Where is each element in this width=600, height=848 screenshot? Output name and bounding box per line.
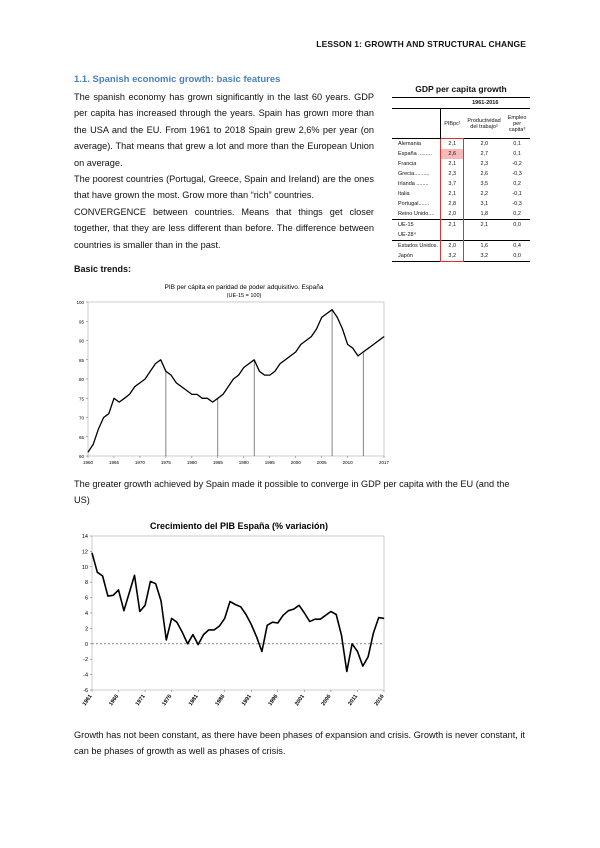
data-point (145, 605, 146, 606)
x-tick-label: 1961 (81, 693, 94, 708)
data-point (301, 344, 302, 345)
table-cell: 2,0 (441, 209, 464, 220)
chart2-caption: Growth has not been constant, as there have been phases of expansion and crisis. Growth is never constant, it can be phases of growth as well as phases of crisis. (74, 730, 525, 756)
table-cell: 3,7 (441, 179, 464, 189)
data-point (378, 340, 379, 341)
y-tick-label: 85 (78, 357, 84, 363)
y-tick-label: 95 (78, 319, 84, 325)
data-point (368, 348, 369, 349)
data-point (336, 614, 337, 615)
table-cell: 2,1 (441, 220, 464, 231)
table-cell: 2,1 (480, 222, 489, 228)
data-point (280, 363, 281, 364)
data-point (114, 398, 115, 399)
table-cell: 3,5 (480, 181, 489, 187)
x-tick-label: 1975 (160, 460, 171, 465)
x-tick-label: 1980 (186, 460, 197, 465)
y-tick-label: 80 (78, 377, 84, 382)
data-point (347, 344, 348, 345)
data-point (165, 371, 166, 372)
data-point (171, 618, 172, 619)
table-cell (504, 230, 530, 241)
data-point (246, 614, 247, 615)
data-point (331, 611, 332, 612)
x-tick-label: 1976 (161, 693, 174, 708)
data-point (102, 576, 103, 577)
data-point (155, 583, 156, 584)
data-point (233, 379, 234, 380)
data-point (285, 359, 286, 360)
x-tick-label: 2017 (378, 460, 390, 465)
data-point (186, 390, 187, 391)
table-title: GDP per capita growth (415, 84, 507, 94)
table-row (392, 189, 530, 199)
gdp-growth-chart (74, 518, 394, 716)
page-header: LESSON 1: GROWTH AND STRUCTURAL CHANGE (316, 39, 526, 49)
data-point (290, 356, 291, 357)
paragraph-1: The spanish economy has grown significantly in the last 60 years. GDP per capita has increased through the years. Spain has grown more than the USA and the EU. From 1961 to 2018 Spain grew 2,6% per year (on average). That means that grew a lot and more than the European Union on average. (74, 92, 374, 168)
data-point (275, 371, 276, 372)
data-point (219, 626, 220, 627)
table-country: Japón (398, 253, 413, 259)
chart1-title: PIB per cápita en paridad de poder adquisitivo. España (164, 284, 324, 291)
chart1-caption: The greater growth achieved by Spain made it possible to converge in GDP per capita with the EU (and the US) (74, 479, 510, 505)
data-point (155, 363, 156, 364)
data-point (352, 348, 353, 349)
data-point (119, 402, 120, 403)
table-cell: 2,6 (480, 171, 489, 177)
data-point (357, 651, 358, 652)
data-point (288, 610, 289, 611)
data-point (358, 356, 359, 357)
intro-paragraph (74, 89, 374, 253)
table-cell: 2,2 (480, 191, 489, 197)
data-point (198, 644, 199, 645)
data-point (181, 386, 182, 387)
table-country: Italia (398, 191, 410, 197)
x-tick-label: 1995 (264, 460, 275, 465)
x-tick-label: 1996 (267, 693, 280, 708)
table-cell: 0,1 (513, 151, 521, 157)
table-period: 1961-2016 (472, 100, 499, 106)
table-cell: -0,3 (512, 171, 522, 177)
data-point (93, 444, 94, 445)
data-point (182, 632, 183, 633)
table-cell: 0,2 (513, 211, 521, 217)
data-point (267, 625, 268, 626)
x-tick-label: 1981 (187, 693, 200, 708)
data-point (123, 610, 124, 611)
table-header: Empleo per capita³ (507, 114, 527, 133)
x-tick-label: 2005 (316, 460, 327, 465)
data-point (108, 413, 109, 414)
paragraph-2: The poorest countries (Portugal, Greece, Spain and Ireland) are the ones that have grown the most. Grow more than “rich” countries. (74, 174, 374, 201)
data-point (150, 371, 151, 372)
data-point (145, 379, 146, 380)
table-cell: 2,7 (480, 151, 489, 157)
data-point (134, 575, 135, 576)
data-point (295, 352, 296, 353)
table-cell: 1,8 (480, 211, 489, 217)
basic-trends-heading: Basic trends: (74, 264, 132, 274)
table-row (392, 251, 530, 262)
x-tick-label: 1960 (82, 460, 94, 465)
data-point (283, 615, 284, 616)
data-point (264, 375, 265, 376)
data-point (311, 336, 312, 337)
x-tick-label: 2006 (320, 693, 333, 708)
data-point (140, 382, 141, 383)
table-cell: -0,1 (512, 191, 522, 197)
data-point (315, 619, 316, 620)
data-point (306, 340, 307, 341)
table-cell (441, 230, 464, 241)
table-country: Irlanda ........ (398, 181, 429, 187)
y-tick-label: 60 (78, 454, 84, 459)
table-cell: 2,0 (441, 241, 464, 252)
table-cell: 2,1 (441, 159, 464, 169)
y-tick-label: 65 (78, 434, 84, 440)
table-row (392, 241, 530, 252)
data-point (113, 595, 114, 596)
chart1-subtitle: (UE-15 = 100) (226, 293, 262, 299)
data-point (98, 429, 99, 430)
data-point (224, 618, 225, 619)
data-point (293, 609, 294, 610)
table-cell: 3,2 (441, 251, 464, 262)
table-cell: 2,1 (441, 189, 464, 199)
data-point (118, 590, 119, 591)
section-title: 1.1. Spanish economic growth: basic features (74, 74, 281, 85)
data-point (352, 643, 353, 644)
data-point (139, 611, 140, 612)
series-line (92, 553, 384, 672)
data-point (261, 651, 262, 652)
data-point (191, 394, 192, 395)
data-point (203, 634, 204, 635)
data-point (251, 624, 252, 625)
table-row (392, 230, 530, 241)
data-point (202, 398, 203, 399)
data-point (161, 600, 162, 601)
table-row (392, 220, 530, 231)
data-point (316, 329, 317, 330)
data-point (299, 605, 300, 606)
x-tick-label: 1986 (214, 693, 227, 708)
data-point (373, 344, 374, 345)
y-tick-label: 8 (84, 580, 88, 587)
y-tick-label: 100 (76, 300, 84, 305)
table-country: Francia (398, 161, 417, 167)
data-point (320, 619, 321, 620)
x-tick-label: 2001 (294, 693, 307, 708)
data-point (256, 636, 257, 637)
table-cell: 0,1 (513, 141, 521, 147)
table-row (392, 179, 530, 189)
table-cell: 2,1 (441, 139, 464, 150)
x-tick-label: 2000 (290, 460, 301, 465)
x-tick-label: 1990 (238, 460, 249, 465)
table-cell: 2,3 (441, 169, 464, 179)
data-point (103, 417, 104, 418)
gdp-growth-table (392, 84, 530, 262)
data-point (208, 630, 209, 631)
table-row (392, 169, 530, 179)
x-tick-label: 2011 (347, 693, 360, 707)
data-point (235, 604, 236, 605)
data-point (207, 398, 208, 399)
table-cell: -0,3 (512, 201, 522, 207)
y-tick-label: 75 (78, 396, 84, 402)
table-row (392, 139, 530, 150)
table-country: Reino Unido.... (398, 211, 435, 217)
data-point (129, 593, 130, 594)
data-point (97, 572, 98, 573)
data-point (212, 402, 213, 403)
table-cell: -0,2 (512, 161, 522, 167)
table-country: España ......... (398, 151, 432, 157)
data-point (228, 386, 229, 387)
table-cell: 2,6 (441, 149, 464, 159)
y-tick-label: 12 (81, 549, 88, 556)
data-point (124, 398, 125, 399)
table-row (392, 199, 530, 209)
data-point (249, 363, 250, 364)
data-point (304, 613, 305, 614)
x-tick-label: 1970 (134, 460, 145, 465)
data-point (368, 656, 369, 657)
data-point (214, 630, 215, 631)
table-cell: 2,0 (480, 141, 489, 147)
y-tick-label: 14 (81, 534, 88, 540)
y-tick-label: 70 (78, 415, 84, 421)
y-tick-label: 0 (84, 641, 88, 648)
data-point (346, 671, 347, 672)
data-point (337, 317, 338, 318)
data-point (363, 352, 364, 353)
data-point (150, 581, 151, 582)
data-point (171, 375, 172, 376)
table-cell: 3,1 (480, 201, 489, 207)
y-tick-label: 10 (81, 564, 88, 571)
table-cell: 1,6 (480, 243, 489, 249)
data-point (378, 617, 379, 618)
data-point (321, 317, 322, 318)
data-point (269, 375, 270, 376)
data-point (309, 621, 310, 622)
table-cell (464, 230, 504, 241)
data-point (272, 622, 273, 623)
gdp-per-capita-chart (74, 278, 394, 468)
x-tick-label: 1991 (240, 693, 253, 708)
data-point (325, 615, 326, 616)
data-point (166, 640, 167, 641)
data-point (187, 643, 188, 644)
data-point (332, 309, 333, 310)
table-row (392, 159, 530, 169)
data-point (217, 398, 218, 399)
data-point (192, 634, 193, 635)
y-tick-label: 4 (84, 611, 88, 617)
data-point (384, 618, 385, 619)
x-tick-label: 2016 (373, 693, 386, 708)
y-tick-label: -2 (83, 657, 88, 664)
plot-frame (92, 536, 384, 690)
y-tick-label: -6 (83, 688, 88, 694)
data-point (341, 635, 342, 636)
table-country: UE-28⁴ (398, 232, 416, 238)
data-point (92, 553, 93, 554)
data-point (326, 313, 327, 314)
data-point (240, 606, 241, 607)
y-tick-label: 90 (78, 338, 84, 344)
y-tick-label: 6 (84, 595, 88, 602)
data-point (177, 622, 178, 623)
table-country: Estados Unidos. (398, 243, 439, 249)
table-country: UE-15 (398, 222, 414, 228)
table-cell: 0,4 (513, 243, 521, 249)
table-cell: 3,2 (480, 253, 489, 259)
data-point (362, 666, 363, 667)
table-cell: 2,3 (480, 161, 489, 167)
data-point (342, 329, 343, 330)
table-row (392, 209, 530, 220)
table-country: Portugal....... (398, 201, 430, 207)
table-cell: 0,0 (513, 253, 521, 259)
data-point (108, 596, 109, 597)
table-cell: 0,0 (513, 222, 521, 228)
data-point (88, 452, 89, 453)
data-point (238, 375, 239, 376)
x-tick-label: 2010 (342, 460, 353, 465)
data-point (254, 359, 255, 360)
data-point (160, 359, 161, 360)
table-row (392, 149, 530, 159)
table-country: Alemania (398, 141, 421, 147)
chart2-title: Crecimiento del PIB España (% variación) (149, 521, 329, 531)
data-point (176, 382, 177, 383)
y-tick-label: -4 (83, 672, 88, 679)
data-point (384, 336, 385, 337)
data-point (223, 394, 224, 395)
data-point (259, 371, 260, 372)
paragraph-3: CONVERGENCE between countries. Means that things get closer together, that they are less different than before. The difference between countries is smaller than in the past. (74, 206, 374, 250)
data-point (230, 601, 231, 602)
table-cell: 2,8 (441, 199, 464, 209)
x-tick-label: 1971 (134, 693, 147, 708)
table-header: Productividad del trabajo² (467, 117, 501, 130)
y-tick-label: 2 (84, 626, 88, 633)
data-point (373, 633, 374, 634)
data-point (243, 367, 244, 368)
plot-frame (88, 302, 384, 456)
table-country: Grecia.......... (398, 171, 430, 177)
data-point (134, 386, 135, 387)
x-tick-label: 1985 (212, 460, 223, 465)
data-point (197, 394, 198, 395)
x-tick-label: 1965 (108, 460, 119, 465)
table-header: PIBpc¹ (441, 109, 464, 139)
data-point (129, 394, 130, 395)
series-line (88, 310, 384, 453)
table-cell: 0,2 (513, 181, 521, 187)
data-point (277, 623, 278, 624)
x-tick-label: 1966 (108, 693, 121, 708)
